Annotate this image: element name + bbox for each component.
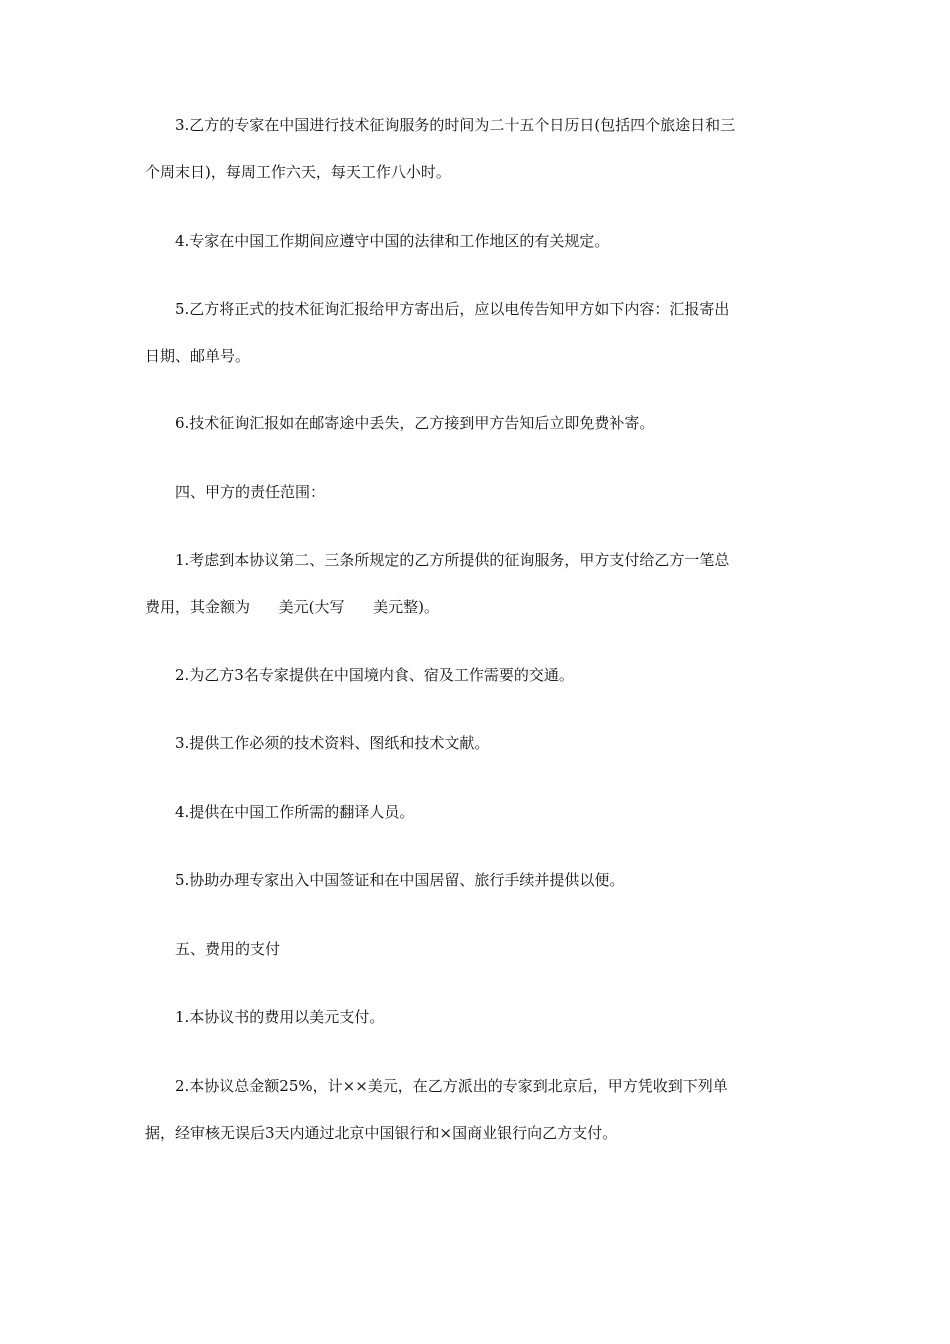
paragraph-technical-materials	[145, 720, 810, 767]
paragraph-line: 据，经审核无误后3天内通过北京中国银行和×国商业银行向乙方支付。	[145, 1124, 618, 1142]
paragraph-visa-assistance	[145, 857, 810, 904]
paragraph-line: 日期、邮单号。	[145, 347, 251, 365]
paragraph-first-installment	[145, 1063, 810, 1157]
paragraph-line: 5.乙方将正式的技术征询汇报给甲方寄出后，应以电传告知甲方如下内容：汇报寄出	[175, 300, 730, 318]
paragraph-line: 1.考虑到本协议第二、三条所规定的乙方所提供的征询服务，甲方支付给乙方一笔总	[175, 551, 730, 569]
paragraph-total-fee	[145, 537, 810, 631]
paragraph-line: 3.提供工作必须的技术资料、图纸和技术文献。	[175, 734, 490, 752]
paragraph-line: 4.提供在中国工作所需的翻译人员。	[175, 803, 415, 821]
paragraph-line: 2.为乙方3名专家提供在中国境内食、宿及工作需要的交通。	[175, 666, 574, 684]
paragraph-translators	[145, 789, 810, 836]
paragraph-line: 2.本协议总金额25%，计××美元，在乙方派出的专家到北京后，甲方凭收到下列单	[175, 1077, 728, 1095]
paragraph-line: 6.技术征询汇报如在邮寄途中丢失，乙方接到甲方告知后立即免费补寄。	[175, 414, 655, 432]
paragraph-line: 个周末日)，每周工作六天，每天工作八小时。	[145, 163, 451, 181]
paragraph-line: 1.本协议书的费用以美元支付。	[175, 1008, 385, 1026]
paragraph-line: 3.乙方的专家在中国进行技术征询服务的时间为二十五个日历日(包括四个旅途日和三	[175, 116, 736, 134]
paragraph-line: 4.专家在中国工作期间应遵守中国的法律和工作地区的有关规定。	[175, 232, 610, 250]
section-heading-party-a-responsibility	[145, 469, 810, 516]
paragraph-report-lost	[145, 400, 810, 447]
section-heading-text: 四、甲方的责任范围：	[175, 483, 326, 501]
paragraph-line: 5.协助办理专家出入中国签证和在中国居留、旅行手续并提供以便。	[175, 871, 625, 889]
paragraph-accommodation	[145, 652, 810, 699]
paragraph-comply-laws	[145, 218, 810, 265]
paragraph-expert-service-time	[145, 102, 810, 196]
paragraph-report-notice	[145, 286, 810, 380]
paragraph-line: 费用，其金额为 美元(大写 美元整)。	[145, 598, 439, 616]
paragraph-currency	[145, 994, 810, 1041]
section-heading-text: 五、费用的支付	[175, 940, 281, 958]
section-heading-fee-payment	[145, 926, 810, 973]
